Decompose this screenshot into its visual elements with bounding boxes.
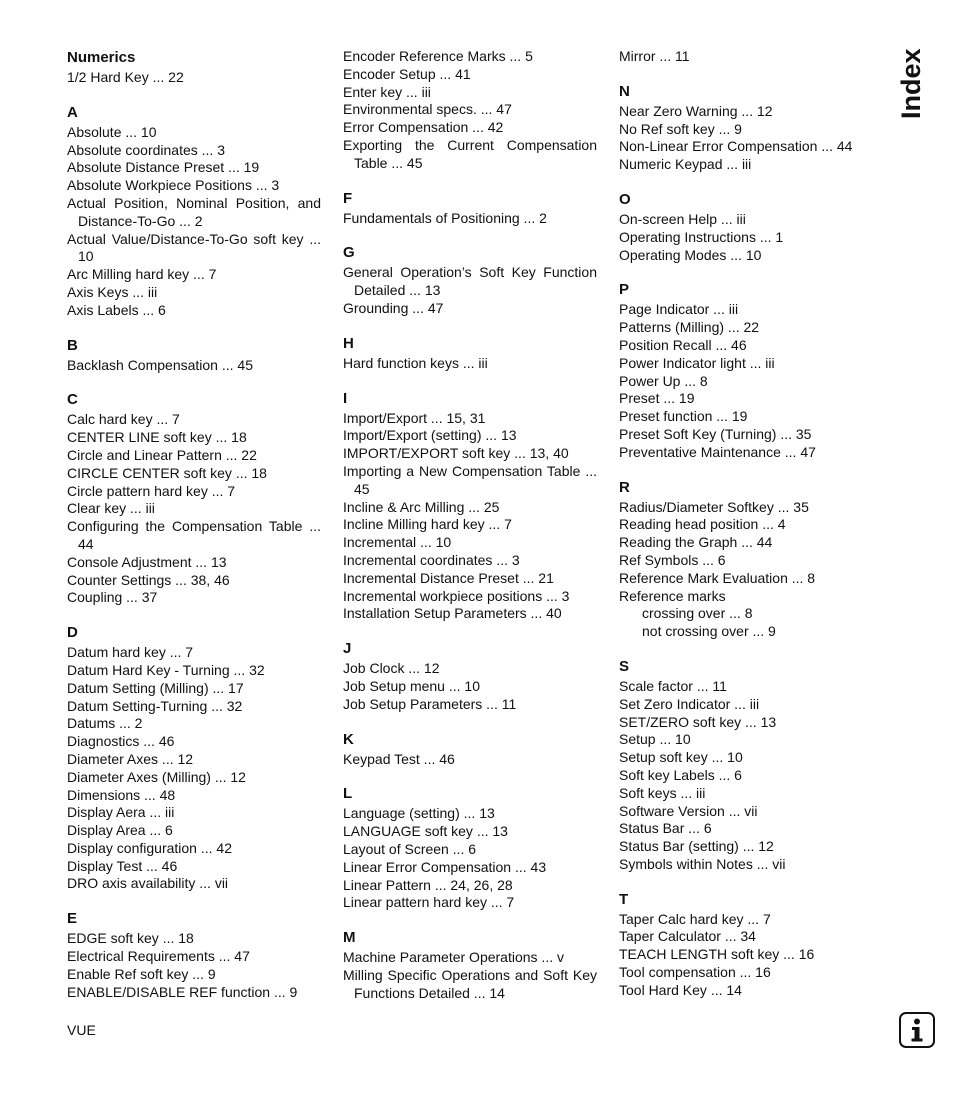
section-heading: S [619,657,630,675]
index-entry: Calc hard key ... 7 [67,411,180,428]
index-entry: No Ref soft key ... 9 [619,120,742,137]
section-heading: I [343,389,348,407]
index-entry: Error Compensation ... 42 [343,119,504,136]
index-entry: Configuring the Compensation Table ... 44 [67,518,321,552]
section-heading: B [67,336,78,354]
index-entry: Preset function ... 19 [619,408,748,425]
index-entry: Status Bar ... 6 [619,820,712,837]
index-entry: Layout of Screen ... 6 [343,840,477,857]
index-section [343,334,597,373]
section-heading: O [619,190,631,208]
index-entry: Taper Calc hard key ... 7 [619,910,771,927]
index-entry: Display configuration ... 42 [67,839,232,856]
index-section [619,82,873,174]
index-entry: Axis Labels ... 6 [67,301,166,318]
index-section [619,890,873,1000]
index-entry: Operating Instructions ... 1 [619,228,784,245]
index-entry: Counter Settings ... 38, 46 [67,571,230,588]
index-entry: Import/Export (setting) ... 13 [343,427,517,444]
index-entry: Display Area ... 6 [67,822,173,839]
index-entry: Import/Export ... 15, 31 [343,409,486,426]
index-subentry: not crossing over ... 9 [642,623,776,640]
index-entry: Preset ... 19 [619,390,695,407]
index-section [619,280,873,461]
index-entry: Absolute coordinates ... 3 [67,141,225,158]
index-entry: Actual Position, Nominal Position, and Distance-To-Go ... 2 [67,194,321,229]
index-entry: Display Test ... 46 [67,857,178,874]
index-entry: EDGE soft key ... 18 [67,930,194,947]
index-entry: Incline Milling hard key ... 7 [343,516,512,533]
index-entry: Symbols within Notes ... vii [619,855,786,872]
index-section [343,730,597,769]
index-entry: Linear Pattern ... 24, 26, 28 [343,876,513,893]
index-entry: 1/2 Hard Key ... 22 [67,69,184,85]
index-entry: Circle and Linear Pattern ... 22 [67,446,257,463]
section-heading: T [619,890,629,908]
index-entry: Installation Setup Parameters ... 40 [343,605,562,622]
index-entry: Software Version ... vii [619,802,758,819]
index-entry: Preventative Maintenance ... 47 [619,443,816,460]
index-entry: Grounding ... 47 [343,299,444,316]
index-section [619,657,873,874]
index-entry: Radius/Diameter Softkey ... 35 [619,498,809,515]
index-entry: Incremental coordinates ... 3 [343,551,520,568]
index-entry: Circle pattern hard key ... 7 [67,482,236,499]
index-entry: Job Setup Parameters ... 11 [343,695,517,712]
index-section [343,784,597,912]
index-entry: Ref Symbols ... 6 [619,551,726,568]
index-entry: Setup ... 10 [619,731,691,748]
index-column-2 [343,48,597,1018]
index-entry: Keypad Test ... 46 [343,750,455,767]
footer-label: VUE [67,1022,96,1038]
index-entry: Linear Error Compensation ... 43 [343,858,547,875]
index-entry: Enable Ref soft key ... 9 [67,965,216,982]
index-entry: Status Bar (setting) ... 12 [619,838,774,855]
section-heading: E [67,910,78,928]
section-heading: F [343,189,353,207]
index-entry: On-screen Help ... iii [619,210,746,227]
section-heading: A [67,103,78,121]
section-heading: G [343,244,355,262]
index-entry: Reading head position ... 4 [619,516,786,533]
index-entry: Mirror ... 11 [619,48,690,64]
index-entry: ENABLE/DISABLE REF function ... 9 [67,983,298,1000]
index-entry: Taper Calculator ... 34 [619,928,756,945]
index-entry: Exporting the Current Compensation Table ... 45 [343,136,597,171]
index-entry: Encoder Reference Marks ... 5 [343,48,533,64]
index-entry: Reading the Graph ... 44 [619,534,773,551]
index-entry: Incremental ... 10 [343,534,452,551]
index-entry: Environmental specs. ... 47 [343,101,512,118]
index-entry: Absolute Distance Preset ... 19 [67,159,260,176]
index-entry: Power Up ... 8 [619,372,708,389]
index-section [67,623,321,893]
index-entry: Non-Linear Error Compensation ... 44 [619,138,853,155]
index-entry: Tool Hard Key ... 14 [619,981,742,998]
index-entry: Datum hard key ... 7 [67,644,194,661]
index-section [67,103,321,320]
index-section [343,243,597,317]
index-section [343,189,597,228]
index-entry: Power Indicator light ... iii [619,354,775,371]
index-entry: Enter key ... iii [343,83,431,100]
index-entry: Hard function keys ... iii [343,354,488,371]
index-entry: DRO axis availability ... vii [67,875,229,892]
index-entry: Job Clock ... 12 [343,660,440,677]
index-section [343,48,597,173]
index-entry: Arc Milling hard key ... 7 [67,266,217,283]
index-entry: Job Setup menu ... 10 [343,677,480,694]
index-entry: Coupling ... 37 [67,589,158,606]
index-entry: Incremental workpiece positions ... 3 [343,587,570,604]
index-entry: Fundamentals of Positioning ... 2 [343,209,547,226]
index-entry: CENTER LINE soft key ... 18 [67,429,247,446]
index-entry: Diameter Axes (Milling) ... 12 [67,768,246,785]
index-entry: Reference marks [619,587,726,604]
index-entry: IMPORT/EXPORT soft key ... 13, 40 [343,445,569,462]
section-heading: C [67,391,78,409]
index-entry: Set Zero Indicator ... iii [619,695,760,712]
index-entry: Linear pattern hard key ... 7 [343,894,515,911]
index-entry: Datums ... 2 [67,715,143,732]
index-entry: Diagnostics ... 46 [67,733,175,750]
index-section [619,190,873,264]
index-entry: Electrical Requirements ... 47 [67,948,250,965]
section-heading: P [619,281,630,299]
index-entry: Display Aera ... iii [67,804,175,821]
section-heading: L [343,785,353,803]
index-entry: Numeric Keypad ... iii [619,156,752,173]
index-entry: TEACH LENGTH soft key ... 16 [619,946,815,963]
index-entry: Soft key Labels ... 6 [619,766,742,783]
index-section [67,336,321,375]
section-heading: Numerics [67,49,136,66]
index-entry: Reference Mark Evaluation ... 8 [619,569,816,586]
section-heading: N [619,82,630,100]
index-subentry: crossing over ... 8 [642,605,753,622]
index-entry: Encoder Setup ... 41 [343,65,471,82]
index-entry: Soft keys ... iii [619,784,706,801]
index-entry: Page Indicator ... iii [619,301,739,318]
index-entry: Tool compensation ... 16 [619,964,771,981]
index-section [343,389,597,624]
section-heading: K [343,730,354,748]
index-entry: Backlash Compensation ... 45 [67,356,253,373]
index-section [67,909,321,1001]
section-heading: M [343,929,356,947]
index-entry: SET/ZERO soft key ... 13 [619,713,777,730]
section-heading: R [619,478,630,496]
index-entry: Scale factor ... 11 [619,677,727,694]
index-column-1 [67,48,321,1017]
index-entry: LANGUAGE soft key ... 13 [343,823,508,840]
index-entry: Clear key ... iii [67,500,155,517]
index-entry: Axis Keys ... iii [67,283,158,300]
index-entry: Importing a New Compensation Table ... 45 [343,462,597,497]
index-entry: Datum Setting (Milling) ... 17 [67,679,244,696]
index-entry: CIRCLE CENTER soft key ... 18 [67,464,267,481]
info-icon [899,1012,935,1048]
index-title: Index [896,48,926,119]
index-entry: Machine Parameter Operations ... v [343,949,564,966]
index-section [67,390,321,607]
index-entry: Patterns (Milling) ... 22 [619,319,760,336]
index-entry: Datum Hard Key - Turning ... 32 [67,661,265,678]
index-entry: Operating Modes ... 10 [619,246,762,263]
index-entry: Absolute Workpiece Positions ... 3 [67,177,280,194]
index-entry: Console Adjustment ... 13 [67,553,227,570]
index-column-3 [619,48,873,1016]
index-entry: Language (setting) ... 13 [343,805,495,822]
index-section [619,48,873,66]
index-entry: Absolute ... 10 [67,123,157,140]
index-section [67,48,321,87]
index-entry: General Operation’s Soft Key Function Detailed ... 13 [343,264,597,299]
index-entry: Incremental Distance Preset ... 21 [343,569,554,586]
index-entry: Position Recall ... 46 [619,336,747,353]
index-entry: Diameter Axes ... 12 [67,750,194,767]
section-heading: J [343,640,352,658]
index-entry: Setup soft key ... 10 [619,749,743,766]
section-heading: D [67,624,78,642]
index-entry: Incline & Arc Milling ... 25 [343,498,500,515]
index-entry: Actual Value/Distance-To-Go soft key ... 10 [67,230,321,265]
index-section [343,928,597,1002]
index-entry: Datum Setting-Turning ... 32 [67,697,243,714]
index-section [343,639,597,713]
index-entry: Milling Specific Operations and Soft Key Functions Detailed ... 14 [343,966,597,1001]
index-entry: Dimensions ... 48 [67,786,176,803]
section-heading: H [343,334,354,352]
index-section [619,478,873,641]
index-entry: Preset Soft Key (Turning) ... 35 [619,425,812,442]
index-entry: Near Zero Warning ... 12 [619,102,773,119]
